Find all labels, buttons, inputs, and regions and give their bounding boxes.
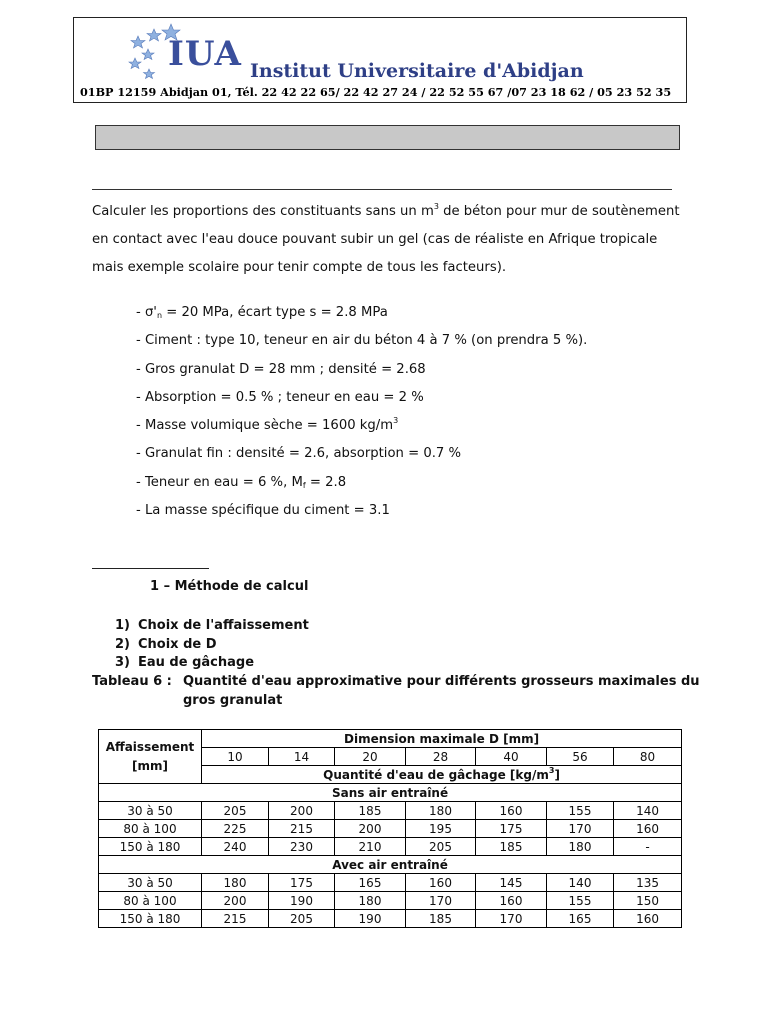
water-qty-cell: 160: [614, 910, 682, 928]
table-row: [99, 820, 682, 838]
water-qty-cell: 145: [476, 874, 547, 892]
table-row: [99, 910, 682, 928]
parameter-list: [136, 299, 587, 525]
param-absorption: - Absorption = 0.5 % ; teneur en eau = 2 %: [136, 389, 424, 405]
logo-text: IUA: [168, 34, 242, 74]
water-qty-cell: 185: [476, 838, 547, 856]
water-qty-cell: 210: [335, 838, 406, 856]
param-text: - Teneur en eau = 6 %, M: [136, 474, 303, 490]
water-qty-cell: 135: [614, 874, 682, 892]
water-qty-cell: 150: [614, 892, 682, 910]
table-row: [99, 892, 682, 910]
water-qty-cell: -: [614, 838, 682, 856]
water-qty-cell: 165: [335, 874, 406, 892]
step-number: 1): [115, 618, 130, 633]
water-qty-cell: 215: [269, 820, 335, 838]
water-qty-cell: 140: [547, 874, 614, 892]
table-row: [99, 874, 682, 892]
water-qty-cell: 240: [202, 838, 269, 856]
water-qty-cell: 180: [202, 874, 269, 892]
param-masse-specifique: - La masse spécifique du ciment = 3.1: [136, 503, 390, 519]
step-item: [115, 654, 309, 673]
water-qty-cell: 195: [406, 820, 476, 838]
dim-cell: 28: [406, 748, 476, 766]
quantity-header: [202, 766, 682, 784]
water-qty-cell: 185: [335, 802, 406, 820]
table-header-row: [99, 730, 682, 748]
param-text: - Masse volumique sèche = 1600 kg/m: [136, 418, 394, 434]
letterhead: [73, 17, 687, 103]
water-qty-cell: 160: [476, 892, 547, 910]
step-number: 3): [115, 655, 130, 670]
param-text: - σ': [136, 305, 157, 320]
water-quantity-table: [98, 729, 682, 928]
short-divider: [92, 568, 209, 569]
water-qty-cell: 225: [202, 820, 269, 838]
dimension-header: Dimension maximale D [mm]: [202, 730, 682, 748]
water-qty-cell: 155: [547, 892, 614, 910]
param-text: = 20 MPa, écart type s = 2.8 MPa: [162, 305, 388, 320]
water-qty-cell: 175: [269, 874, 335, 892]
water-qty-cell: 170: [406, 892, 476, 910]
water-qty-cell: 205: [406, 838, 476, 856]
water-qty-cell: 205: [202, 802, 269, 820]
water-qty-cell: 180: [547, 838, 614, 856]
affaissement-header: [99, 730, 202, 784]
affaissement-cell: 30 à 50: [99, 874, 202, 892]
water-qty-cell: 155: [547, 802, 614, 820]
water-qty-cell: 160: [406, 874, 476, 892]
water-qty-cell: 185: [406, 910, 476, 928]
institution-name: Institut Universitaire d'Abidjan: [250, 60, 584, 82]
dim-cell: 10: [202, 748, 269, 766]
caption-text: Quantité d'eau approximative pour différents grosseurs maximales du gros granulat: [183, 674, 700, 708]
dim-cell: 40: [476, 748, 547, 766]
step-number: 2): [115, 636, 130, 652]
affaissement-cell: 150 à 180: [99, 910, 202, 928]
affaissement-cell: 150 à 180: [99, 838, 202, 856]
affaissement-cell: 80 à 100: [99, 820, 202, 838]
title-bar: [95, 125, 680, 150]
intro-text-b: de béton pour mur de soutènement en contact avec l'eau douce pouvant subir un gel (cas de réaliste en Afrique tropicale mais exemple scolaire pour tenir compte de tous les facteurs).: [92, 204, 680, 275]
water-qty-cell: 180: [406, 802, 476, 820]
water-qty-cell: 205: [269, 910, 335, 928]
header-text: Affaissement: [105, 739, 195, 754]
step-item: [115, 617, 309, 636]
divider-line: [92, 189, 672, 190]
step-item: [115, 636, 309, 655]
affaissement-cell: 30 à 50: [99, 802, 202, 820]
water-qty-cell: 165: [547, 910, 614, 928]
method-steps: [115, 617, 309, 673]
water-qty-cell: 215: [202, 910, 269, 928]
param-granulat-fin: - Granulat fin : densité = 2.6, absorption = 0.7 %: [136, 446, 462, 462]
water-qty-cell: 190: [269, 892, 335, 910]
step-label: Eau de gâchage: [138, 655, 255, 670]
param-superscript: 3: [393, 416, 399, 426]
param-subscript: n: [156, 311, 163, 320]
avec-air-title: Avec air entraîné: [99, 856, 682, 874]
contact-line: 01BP 12159 Abidjan 01, Tél. 22 42 22 65/ 22 42 27 24 / 22 52 55 67 /07 23 18 62 / 05 23 52 35: [80, 85, 672, 99]
dim-cell: 20: [335, 748, 406, 766]
group-row: [99, 856, 682, 874]
dim-cell: 14: [269, 748, 335, 766]
intro-superscript: 3: [433, 202, 439, 211]
param-gros-granulat: - Gros granulat D = 28 mm ; densité = 2.68: [136, 361, 426, 377]
caption-label: Tableau 6 :: [92, 674, 172, 689]
param-subscript: f: [302, 480, 306, 490]
step-label: Choix de l'affaissement: [138, 618, 309, 633]
water-qty-cell: 200: [202, 892, 269, 910]
water-qty-cell: 200: [335, 820, 406, 838]
header-unit: [mm]: [132, 758, 168, 773]
problem-statement: [92, 198, 692, 282]
header-text: ]: [554, 767, 560, 782]
intro-text-a: Calculer les proportions des constituants sans un m: [92, 204, 434, 219]
affaissement-cell: 80 à 100: [99, 892, 202, 910]
dim-cell: 80: [614, 748, 682, 766]
header-superscript: 3: [548, 765, 555, 775]
param-resistance: [136, 299, 587, 327]
param-teneur-eau: [136, 469, 587, 497]
water-qty-cell: 170: [547, 820, 614, 838]
section-title: 1 – Méthode de calcul: [150, 579, 309, 594]
dim-cell: 56: [547, 748, 614, 766]
water-qty-cell: 160: [614, 820, 682, 838]
table-row: [99, 802, 682, 820]
avec-air-rows: [99, 874, 682, 928]
water-qty-cell: 230: [269, 838, 335, 856]
water-qty-cell: 200: [269, 802, 335, 820]
water-qty-cell: 190: [335, 910, 406, 928]
water-qty-cell: 170: [476, 910, 547, 928]
sans-air-rows: [99, 802, 682, 856]
param-masse-volumique: [136, 412, 587, 440]
param-ciment: - Ciment : type 10, teneur en air du béton 4 à 7 % (on prendra 5 %).: [136, 333, 588, 349]
param-text: = 2.8: [305, 474, 347, 490]
sans-air-title: Sans air entraîné: [99, 784, 682, 802]
water-qty-cell: 160: [476, 802, 547, 820]
water-qty-cell: 175: [476, 820, 547, 838]
water-qty-cell: 180: [335, 892, 406, 910]
table-row: [99, 838, 682, 856]
step-label: Choix de D: [138, 636, 217, 652]
water-qty-cell: 140: [614, 802, 682, 820]
header-text: Quantité d'eau de gâchage [kg/m: [323, 767, 549, 782]
group-row: [99, 784, 682, 802]
